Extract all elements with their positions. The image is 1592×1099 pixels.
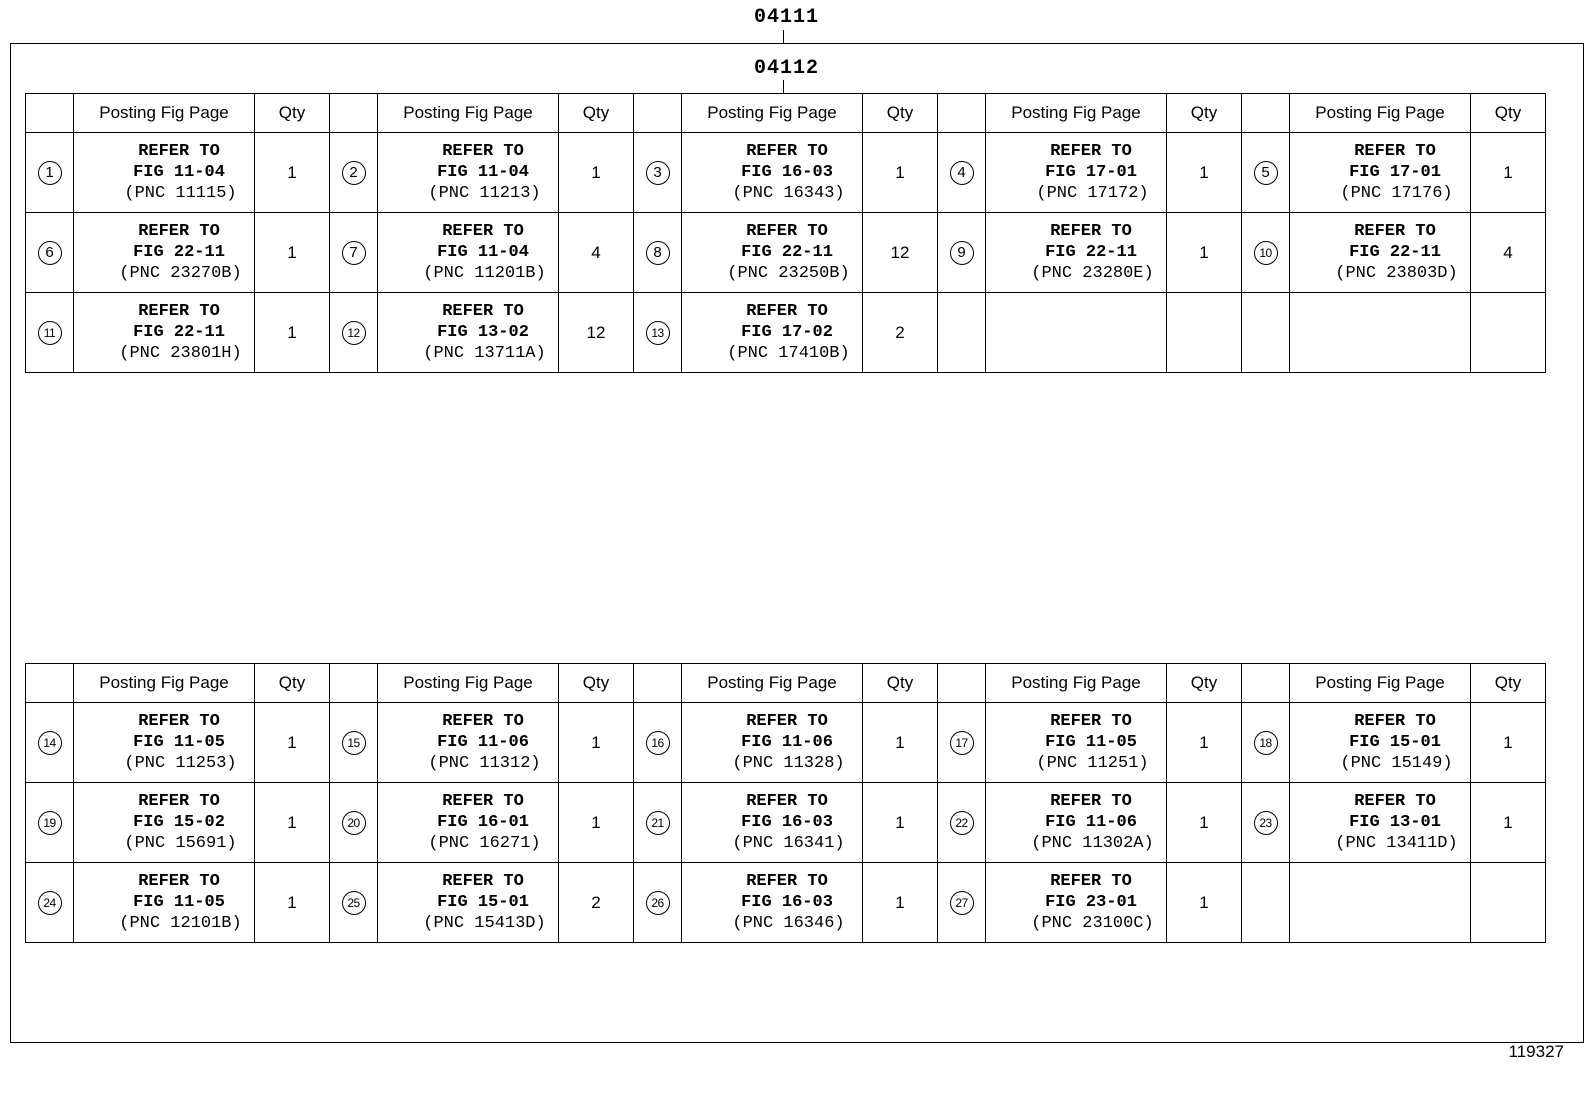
posting-fig-page-cell bbox=[74, 293, 255, 373]
qty-cell: 1 bbox=[559, 783, 634, 863]
table-row bbox=[26, 213, 1546, 293]
fig-reference: FIG 11-04 bbox=[133, 163, 225, 182]
header-row bbox=[26, 664, 1546, 703]
refer-to-text: REFER TO bbox=[138, 792, 220, 811]
posting-fig-page-cell bbox=[378, 293, 559, 373]
fig-reference: FIG 22-11 bbox=[133, 243, 225, 262]
item-number-cell bbox=[938, 783, 986, 863]
qty-cell: 1 bbox=[255, 863, 330, 943]
item-number-circle: 4 bbox=[950, 161, 974, 185]
refer-to-text: REFER TO bbox=[1050, 792, 1132, 811]
item-number-cell bbox=[26, 783, 74, 863]
pnc-reference: (PNC 17410B) bbox=[727, 344, 850, 363]
fig-reference: FIG 22-11 bbox=[1349, 243, 1441, 262]
fig-reference: FIG 17-01 bbox=[1349, 163, 1441, 182]
item-number-circle: 13 bbox=[646, 321, 670, 345]
refer-to-text: REFER TO bbox=[442, 302, 524, 321]
header-cell-number bbox=[330, 664, 378, 703]
qty-cell: 4 bbox=[559, 213, 634, 293]
pnc-reference: (PNC 23801H) bbox=[119, 344, 242, 363]
item-number-circle: 16 bbox=[646, 731, 670, 755]
posting-fig-page-cell bbox=[378, 133, 559, 213]
pnc-reference: (PNC 16346) bbox=[732, 914, 845, 933]
fig-reference: FIG 11-05 bbox=[133, 733, 225, 752]
header-cell-posting-fig-page: Posting Fig Page bbox=[682, 664, 863, 703]
item-number-cell bbox=[330, 293, 378, 373]
pnc-reference: (PNC 13411D) bbox=[1335, 834, 1458, 853]
reference-table-bottom bbox=[25, 663, 1546, 943]
qty-cell: 1 bbox=[1167, 133, 1242, 213]
item-number-circle: 6 bbox=[38, 241, 62, 265]
item-number-cell bbox=[634, 293, 682, 373]
header-cell-qty: Qty bbox=[559, 94, 634, 133]
qty-cell: 1 bbox=[255, 783, 330, 863]
qty-cell bbox=[1167, 293, 1242, 373]
pnc-reference: (PNC 17176) bbox=[1340, 184, 1453, 203]
posting-fig-page-cell bbox=[682, 703, 863, 783]
header-cell-number bbox=[634, 664, 682, 703]
fig-reference: FIG 16-03 bbox=[741, 893, 833, 912]
pnc-reference: (PNC 23280E) bbox=[1031, 264, 1154, 283]
item-number-cell bbox=[26, 133, 74, 213]
qty-cell: 1 bbox=[1471, 703, 1546, 783]
qty-cell: 12 bbox=[559, 293, 634, 373]
item-number-cell bbox=[1242, 703, 1290, 783]
header-cell-qty: Qty bbox=[1167, 94, 1242, 133]
qty-cell: 1 bbox=[863, 703, 938, 783]
refer-to-text: REFER TO bbox=[442, 872, 524, 891]
pnc-reference: (PNC 11115) bbox=[124, 184, 237, 203]
refer-to-text: REFER TO bbox=[746, 142, 828, 161]
fig-reference: FIG 11-06 bbox=[437, 733, 529, 752]
header-cell-number bbox=[1242, 94, 1290, 133]
posting-fig-page-cell bbox=[378, 213, 559, 293]
fig-reference: FIG 11-04 bbox=[437, 163, 529, 182]
refer-to-text: REFER TO bbox=[1354, 712, 1436, 731]
posting-fig-page-cell bbox=[986, 133, 1167, 213]
pnc-reference: (PNC 16271) bbox=[428, 834, 541, 853]
table-row bbox=[26, 783, 1546, 863]
refer-to-text: REFER TO bbox=[1354, 222, 1436, 241]
header-cell-qty: Qty bbox=[1167, 664, 1242, 703]
posting-fig-page-cell bbox=[378, 783, 559, 863]
posting-fig-page-cell bbox=[1290, 703, 1471, 783]
refer-to-text: REFER TO bbox=[746, 222, 828, 241]
label-04112: 04112 bbox=[754, 57, 820, 80]
table-row bbox=[26, 133, 1546, 213]
posting-fig-page-cell bbox=[682, 783, 863, 863]
pnc-reference: (PNC 11201B) bbox=[423, 264, 546, 283]
refer-to-text: REFER TO bbox=[442, 792, 524, 811]
header-cell-posting-fig-page: Posting Fig Page bbox=[1290, 664, 1471, 703]
header-cell-posting-fig-page: Posting Fig Page bbox=[378, 94, 559, 133]
item-number-cell bbox=[26, 703, 74, 783]
posting-fig-page-cell bbox=[74, 863, 255, 943]
header-cell-qty: Qty bbox=[863, 94, 938, 133]
qty-cell: 1 bbox=[1167, 863, 1242, 943]
qty-cell: 1 bbox=[1471, 133, 1546, 213]
item-number-cell bbox=[330, 703, 378, 783]
item-number-circle: 19 bbox=[38, 811, 62, 835]
item-number-circle: 26 bbox=[646, 891, 670, 915]
item-number-circle: 14 bbox=[38, 731, 62, 755]
posting-fig-page-cell bbox=[986, 863, 1167, 943]
posting-fig-page-cell bbox=[986, 213, 1167, 293]
fig-reference: FIG 11-06 bbox=[1045, 813, 1137, 832]
item-number-circle: 9 bbox=[950, 241, 974, 265]
qty-cell: 1 bbox=[255, 293, 330, 373]
refer-to-text: REFER TO bbox=[1354, 142, 1436, 161]
header-cell-number bbox=[634, 94, 682, 133]
pnc-reference: (PNC 13711A) bbox=[423, 344, 546, 363]
refer-to-text: REFER TO bbox=[1354, 792, 1436, 811]
header-cell-qty: Qty bbox=[255, 664, 330, 703]
drawing-code: 119327 bbox=[1508, 1042, 1564, 1061]
item-number-circle: 22 bbox=[950, 811, 974, 835]
qty-cell: 1 bbox=[1167, 213, 1242, 293]
pnc-reference: (PNC 15149) bbox=[1340, 754, 1453, 773]
item-number-circle: 27 bbox=[950, 891, 974, 915]
table-row bbox=[26, 863, 1546, 943]
label-04111: 04111 bbox=[754, 6, 820, 29]
posting-fig-page-cell bbox=[682, 293, 863, 373]
item-number-cell bbox=[1242, 213, 1290, 293]
qty-cell: 2 bbox=[863, 293, 938, 373]
item-number-cell bbox=[26, 293, 74, 373]
qty-cell: 1 bbox=[255, 133, 330, 213]
qty-cell: 1 bbox=[1471, 783, 1546, 863]
refer-to-text: REFER TO bbox=[138, 142, 220, 161]
pnc-reference: (PNC 11328) bbox=[732, 754, 845, 773]
refer-to-text: REFER TO bbox=[442, 142, 524, 161]
qty-cell: 4 bbox=[1471, 213, 1546, 293]
header-cell-posting-fig-page: Posting Fig Page bbox=[74, 94, 255, 133]
item-number-cell bbox=[26, 213, 74, 293]
item-number-circle: 18 bbox=[1254, 731, 1278, 755]
pnc-reference: (PNC 16343) bbox=[732, 184, 845, 203]
refer-to-text: REFER TO bbox=[746, 872, 828, 891]
pnc-reference: (PNC 11302A) bbox=[1031, 834, 1154, 853]
fig-reference: FIG 16-03 bbox=[741, 163, 833, 182]
item-number-circle: 24 bbox=[38, 891, 62, 915]
posting-fig-page-cell bbox=[1290, 213, 1471, 293]
pnc-reference: (PNC 17172) bbox=[1036, 184, 1149, 203]
pnc-reference: (PNC 23803D) bbox=[1335, 264, 1458, 283]
pnc-reference: (PNC 11251) bbox=[1036, 754, 1149, 773]
refer-to-text: REFER TO bbox=[442, 712, 524, 731]
item-number-cell bbox=[634, 213, 682, 293]
posting-fig-page-cell bbox=[682, 213, 863, 293]
header-cell-qty: Qty bbox=[559, 664, 634, 703]
item-number-circle: 2 bbox=[342, 161, 366, 185]
pnc-reference: (PNC 23270B) bbox=[119, 264, 242, 283]
qty-cell: 12 bbox=[863, 213, 938, 293]
item-number-circle: 8 bbox=[646, 241, 670, 265]
item-number-cell bbox=[330, 783, 378, 863]
header-cell-number bbox=[938, 664, 986, 703]
posting-fig-page-cell bbox=[74, 783, 255, 863]
qty-cell: 1 bbox=[863, 863, 938, 943]
fig-reference: FIG 17-02 bbox=[741, 323, 833, 342]
qty-cell: 1 bbox=[559, 133, 634, 213]
header-cell-number bbox=[1242, 664, 1290, 703]
item-number-cell bbox=[330, 863, 378, 943]
item-number-circle: 12 bbox=[342, 321, 366, 345]
posting-fig-page-cell bbox=[682, 863, 863, 943]
fig-reference: FIG 22-11 bbox=[1045, 243, 1137, 262]
item-number-cell bbox=[938, 863, 986, 943]
fig-reference: FIG 16-03 bbox=[741, 813, 833, 832]
header-cell-posting-fig-page: Posting Fig Page bbox=[986, 664, 1167, 703]
fig-reference: FIG 11-05 bbox=[133, 893, 225, 912]
refer-to-text: REFER TO bbox=[1050, 872, 1132, 891]
header-cell-posting-fig-page: Posting Fig Page bbox=[1290, 94, 1471, 133]
item-number-circle: 5 bbox=[1254, 161, 1278, 185]
item-number-circle: 11 bbox=[38, 321, 62, 345]
posting-fig-page-cell bbox=[986, 703, 1167, 783]
leader-line-04111 bbox=[783, 30, 784, 43]
pnc-reference: (PNC 11253) bbox=[124, 754, 237, 773]
posting-fig-page-cell bbox=[682, 133, 863, 213]
item-number-circle: 23 bbox=[1254, 811, 1278, 835]
qty-cell: 1 bbox=[255, 213, 330, 293]
pnc-reference: (PNC 23250B) bbox=[727, 264, 850, 283]
table-row bbox=[26, 703, 1546, 783]
refer-to-text: REFER TO bbox=[1050, 712, 1132, 731]
posting-fig-page-cell bbox=[74, 133, 255, 213]
fig-reference: FIG 11-06 bbox=[741, 733, 833, 752]
header-cell-number bbox=[26, 664, 74, 703]
refer-to-text: REFER TO bbox=[746, 302, 828, 321]
posting-fig-page-cell bbox=[1290, 133, 1471, 213]
pnc-reference: (PNC 15691) bbox=[124, 834, 237, 853]
item-number-cell bbox=[330, 133, 378, 213]
item-number-circle: 3 bbox=[646, 161, 670, 185]
pnc-reference: (PNC 16341) bbox=[732, 834, 845, 853]
qty-cell: 1 bbox=[863, 783, 938, 863]
table-body bbox=[26, 703, 1546, 943]
refer-to-text: REFER TO bbox=[442, 222, 524, 241]
fig-reference: FIG 22-11 bbox=[133, 323, 225, 342]
posting-fig-page-cell bbox=[1290, 293, 1471, 373]
item-number-circle: 21 bbox=[646, 811, 670, 835]
header-cell-qty: Qty bbox=[863, 664, 938, 703]
refer-to-text: REFER TO bbox=[138, 222, 220, 241]
header-cell-posting-fig-page: Posting Fig Page bbox=[682, 94, 863, 133]
qty-cell: 1 bbox=[1167, 783, 1242, 863]
refer-to-text: REFER TO bbox=[1050, 222, 1132, 241]
posting-fig-page-cell bbox=[986, 293, 1167, 373]
header-cell-posting-fig-page: Posting Fig Page bbox=[378, 664, 559, 703]
item-number-cell bbox=[634, 783, 682, 863]
qty-cell bbox=[1471, 293, 1546, 373]
posting-fig-page-cell bbox=[1290, 783, 1471, 863]
item-number-cell bbox=[1242, 133, 1290, 213]
qty-cell: 1 bbox=[255, 703, 330, 783]
qty-cell: 1 bbox=[559, 703, 634, 783]
item-number-cell bbox=[634, 863, 682, 943]
item-number-circle: 15 bbox=[342, 731, 366, 755]
item-number-cell bbox=[330, 213, 378, 293]
item-number-cell bbox=[634, 133, 682, 213]
item-number-circle: 1 bbox=[38, 161, 62, 185]
refer-to-text: REFER TO bbox=[746, 712, 828, 731]
pnc-reference: (PNC 23100C) bbox=[1031, 914, 1154, 933]
item-number-circle: 7 bbox=[342, 241, 366, 265]
item-number-cell bbox=[938, 133, 986, 213]
fig-reference: FIG 23-01 bbox=[1045, 893, 1137, 912]
refer-to-text: REFER TO bbox=[746, 792, 828, 811]
qty-cell: 1 bbox=[863, 133, 938, 213]
refer-to-text: REFER TO bbox=[138, 712, 220, 731]
refer-to-text: REFER TO bbox=[138, 302, 220, 321]
fig-reference: FIG 16-01 bbox=[437, 813, 529, 832]
fig-reference: FIG 15-01 bbox=[437, 893, 529, 912]
fig-reference: FIG 13-01 bbox=[1349, 813, 1441, 832]
item-number-circle: 17 bbox=[950, 731, 974, 755]
header-cell-posting-fig-page: Posting Fig Page bbox=[986, 94, 1167, 133]
item-number-circle: 20 bbox=[342, 811, 366, 835]
header-row bbox=[26, 94, 1546, 133]
fig-reference: FIG 22-11 bbox=[741, 243, 833, 262]
leader-line-04112 bbox=[783, 80, 784, 93]
fig-reference: FIG 15-01 bbox=[1349, 733, 1441, 752]
qty-cell bbox=[1471, 863, 1546, 943]
pnc-reference: (PNC 12101B) bbox=[119, 914, 242, 933]
fig-reference: FIG 11-04 bbox=[437, 243, 529, 262]
pnc-reference: (PNC 11213) bbox=[428, 184, 541, 203]
posting-fig-page-cell bbox=[74, 213, 255, 293]
item-number-cell bbox=[634, 703, 682, 783]
pnc-reference: (PNC 15413D) bbox=[423, 914, 546, 933]
posting-fig-page-cell bbox=[74, 703, 255, 783]
table-row bbox=[26, 293, 1546, 373]
header-cell-number bbox=[938, 94, 986, 133]
item-number-cell bbox=[938, 703, 986, 783]
item-number-cell bbox=[1242, 783, 1290, 863]
item-number-cell bbox=[938, 213, 986, 293]
header-cell-qty: Qty bbox=[1471, 94, 1546, 133]
pnc-reference: (PNC 11312) bbox=[428, 754, 541, 773]
header-cell-number bbox=[330, 94, 378, 133]
item-number-cell bbox=[1242, 863, 1290, 943]
refer-to-text: REFER TO bbox=[1050, 142, 1132, 161]
posting-fig-page-cell bbox=[378, 703, 559, 783]
table-body bbox=[26, 133, 1546, 373]
item-number-cell bbox=[1242, 293, 1290, 373]
qty-cell: 1 bbox=[1167, 703, 1242, 783]
header-cell-qty: Qty bbox=[1471, 664, 1546, 703]
refer-to-text: REFER TO bbox=[138, 872, 220, 891]
header-cell-number bbox=[26, 94, 74, 133]
item-number-circle: 10 bbox=[1254, 241, 1278, 265]
item-number-circle: 25 bbox=[342, 891, 366, 915]
fig-reference: FIG 15-02 bbox=[133, 813, 225, 832]
header-cell-qty: Qty bbox=[255, 94, 330, 133]
qty-cell: 2 bbox=[559, 863, 634, 943]
reference-table-top bbox=[25, 93, 1546, 373]
header-cell-posting-fig-page: Posting Fig Page bbox=[74, 664, 255, 703]
item-number-cell bbox=[938, 293, 986, 373]
fig-reference: FIG 13-02 bbox=[437, 323, 529, 342]
fig-reference: FIG 11-05 bbox=[1045, 733, 1137, 752]
posting-fig-page-cell bbox=[378, 863, 559, 943]
fig-reference: FIG 17-01 bbox=[1045, 163, 1137, 182]
item-number-cell bbox=[26, 863, 74, 943]
posting-fig-page-cell bbox=[986, 783, 1167, 863]
posting-fig-page-cell bbox=[1290, 863, 1471, 943]
